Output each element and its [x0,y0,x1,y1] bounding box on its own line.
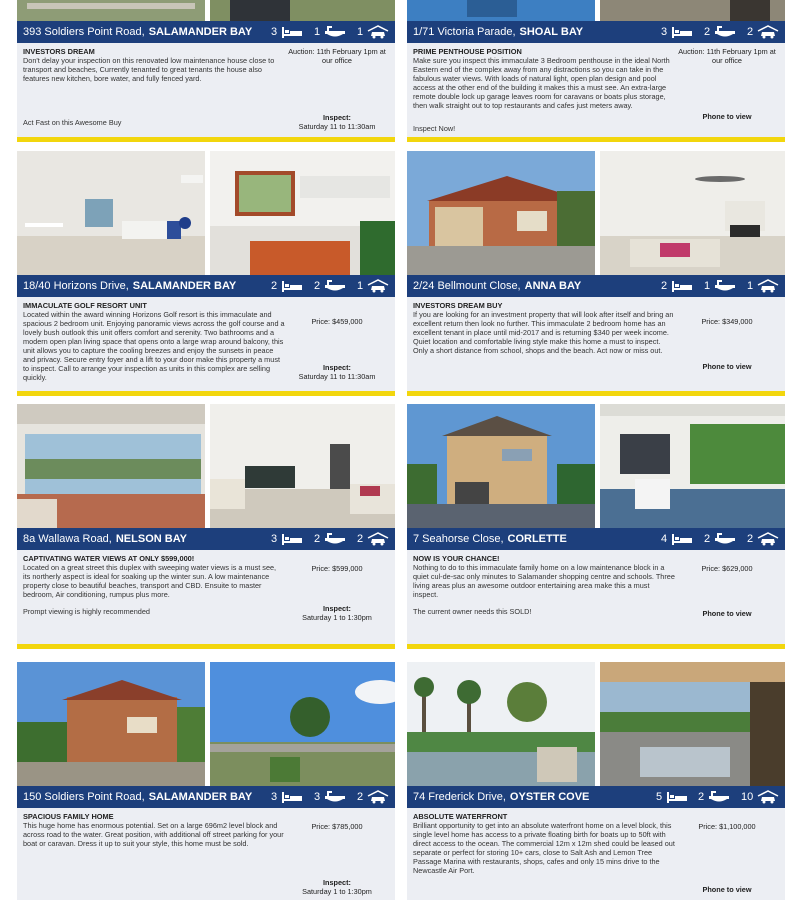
car-count: 1 [357,26,364,38]
bath-icon [714,279,736,293]
listing-title-bar [407,21,785,43]
bath-feature [704,21,736,43]
listing-street: 2/24 Bellmount Close, [413,280,521,292]
listing-suburb: SHOAL BAY [519,26,584,38]
listing-price: Price: $629,000 [701,564,753,573]
listing-photos[interactable] [17,151,395,275]
listing-suburb: ANNA BAY [524,280,582,292]
listing-description: Nothing to do to this immaculate family home on a low maintenance block in a quiet cul-de-sac only minutes to Salamander shopping centre and schools. Three living areas plus an awesome outdoor entertaining area make this a must inspect. [413,563,675,599]
listing-card[interactable] [17,404,395,649]
listing-description-block [23,47,285,83]
yellow-divider [17,391,395,396]
listing-card[interactable] [17,662,395,900]
listing-description-block [413,812,675,875]
listing-photos[interactable] [407,404,785,528]
bath-count: 2 [314,280,321,292]
yellow-divider [407,391,785,396]
bath-count: 1 [704,280,711,292]
car-feature [747,21,779,43]
bed-icon [666,790,688,804]
inspection-block [287,604,387,622]
phone-to-view: Phone to view [702,362,752,371]
bath-feature [698,786,730,808]
living-room-photo [17,151,205,275]
listing-title-bar [407,786,785,808]
bath-feature [314,275,346,297]
listing-photos[interactable] [17,662,395,786]
bed-icon [671,25,693,39]
street-view-photo [210,662,395,786]
listing-suburb: SALAMANDER BAY [148,26,253,38]
car-feature [747,528,779,550]
bath-icon [324,790,346,804]
listing-suburb: SALAMANDER BAY [132,280,237,292]
balcony-photo [600,0,785,21]
listing-body [17,808,395,900]
car-count: 10 [741,791,754,803]
inspect-time: Saturday 11 to 11:30am [298,372,376,381]
bed-count: 2 [661,280,668,292]
inspect-time: Saturday 11 to 11:30am [298,122,376,131]
bath-feature [314,528,346,550]
listing-headline: PRIME PENTHOUSE POSITION [413,47,522,56]
bed-feature [656,786,688,808]
kitchen-photo [210,151,395,275]
bed-feature [661,275,693,297]
car-feature [357,275,389,297]
bed-feature [661,528,693,550]
phone-to-view: Phone to view [702,112,752,121]
listing-body [17,43,395,137]
listing-title-bar [17,786,395,808]
bath-icon [324,25,346,39]
listing-price: Price: $1,100,000 [698,822,756,831]
bed-feature [271,21,303,43]
car-icon [367,790,389,804]
listing-price: Auction: 11th February 1pm at our office [678,47,776,65]
listing-headline: IMMACULATE GOLF RESORT UNIT [23,301,147,310]
listing-note: Prompt viewing is highly recommended [23,607,150,616]
listing-price: Price: $785,000 [311,822,363,831]
bath-count: 2 [704,26,711,38]
bed-feature [271,786,303,808]
listing-card[interactable] [407,662,785,900]
bath-icon [324,532,346,546]
listing-headline: INVESTORS DREAM [23,47,95,56]
listing-description: This huge home has enormous potential. Set on a large 696m2 level block and across road to the water. Great position, with additional off street parking for your boat or caravan. Dress it up to suit your style, this home must be sold. [23,821,284,848]
listing-title-bar [407,528,785,550]
car-icon [757,532,779,546]
listing-street: 7 Seahorse Close, [413,533,504,545]
car-icon [757,279,779,293]
listing-description: Located on a great street this duplex with sweeping water views is a must see, its northerly aspect is ideal for soaking up the winter sun. A low maintenance property close to beautiful beaches, transport and CBD. Ensuite to master bedroom, Air conditioning, rumpus plus more. [23,563,277,599]
car-icon [367,25,389,39]
listing-price: Price: $599,000 [311,564,363,573]
bath-count: 2 [704,533,711,545]
inspection-block [287,113,387,131]
inspect-label: Inspect: [323,878,351,887]
listing-headline: CAPTIVATING WATER VIEWS AT ONLY $599,000! [23,554,195,563]
listing-price: Price: $349,000 [701,317,753,326]
listing-title-bar [17,528,395,550]
listing-note: Act Fast on this Awesome Buy [23,118,122,127]
outdoor-deck-photo [600,662,785,786]
listing-description-block [23,554,285,599]
bath-icon [324,279,346,293]
bath-icon [708,790,730,804]
listing-card[interactable] [407,404,785,649]
bed-count: 3 [271,791,278,803]
listing-street: 150 Soldiers Point Road, [23,791,145,803]
listing-body [17,550,395,644]
bath-feature [704,528,736,550]
water-view-photo [17,404,205,528]
listing-body [407,297,785,391]
listing-headline: INVESTORS DREAM BUY [413,301,503,310]
pool-photo [407,0,595,21]
listing-card[interactable] [407,151,785,396]
bed-count: 3 [661,26,668,38]
waterfront-photo [407,662,595,786]
car-feature [747,275,779,297]
bath-count: 3 [314,791,321,803]
listing-price: Auction: 11th February 1pm at our office [288,47,386,65]
house-exterior-photo [17,0,205,21]
bed-feature [661,21,693,43]
inspect-label: Inspect: [323,113,351,122]
bed-icon [281,279,303,293]
listing-street: 18/40 Horizons Drive, [23,280,129,292]
car-icon [367,279,389,293]
listing-suburb: OYSTER COVE [509,791,590,803]
listing-photos[interactable] [407,0,785,21]
yellow-divider [17,137,395,142]
listing-photos[interactable] [17,0,395,21]
inspect-label: Inspect: [323,604,351,613]
listing-body [407,808,785,900]
yellow-divider [407,644,785,649]
car-icon [757,790,779,804]
listing-body [17,297,395,391]
bed-count: 5 [656,791,663,803]
bath-icon [714,25,736,39]
listing-description: Brilliant opportunity to get into an absolute waterfront home on a level block, this single level home has access to a private floating birth for boats up to 50ft with direct access to the ocean. The commercial 12m x 12m shed could be leased out separate or perfect for storing 10+ cars, close to Salt Ash and Lemon Tree Passage Marina with restaurants, shops, cafes and only 15 mins drive to the Newcastle Air Port. [413,821,675,875]
inspect-time: Saturday 1 to 1:30pm [302,613,372,622]
bath-icon [714,532,736,546]
listing-title-bar [17,21,395,43]
bed-icon [281,25,303,39]
car-count: 1 [357,280,364,292]
open-plan-photo [210,404,395,528]
bed-icon [671,532,693,546]
listing-headline: ABSOLUTE WATERFRONT [413,812,508,821]
listing-description-block [413,301,675,355]
inspection-block [287,878,387,896]
listing-street: 74 Frederick Drive, [413,791,506,803]
family-home-photo [17,662,205,786]
car-feature [357,786,389,808]
car-count: 1 [747,280,754,292]
listing-headline: NOW IS YOUR CHANCE! [413,554,500,563]
bath-feature [314,21,346,43]
bed-count: 4 [661,533,668,545]
lounge-photo [600,151,785,275]
bath-count: 2 [698,791,705,803]
listing-card[interactable] [17,0,395,142]
listing-body [407,550,785,644]
listing-description-block [23,301,285,382]
phone-to-view: Phone to view [702,609,752,618]
listing-street: 393 Soldiers Point Road, [23,26,145,38]
bath-feature [314,786,346,808]
car-count: 2 [357,533,364,545]
car-icon [367,532,389,546]
car-count: 2 [747,533,754,545]
listing-description: Located within the award winning Horizons Golf resort is this immaculate and spacious 2 bedroom unit. Enjoying panoramic views across the golf course and a lovely bush outlook this unit offers comfort and serenity. Two bathrooms and a modern open plan living space that opens onto a large wrap around balcony, this unit allows you to capture the cooling breezes and enjoy the sunsets in peace and privacy. Secure entry foyer and a lift to your door make this property a must to inspect. Call to arrange your inspection as units in this complex are selling quickly. [23,310,285,382]
car-feature [741,786,779,808]
inspect-label: Inspect: [323,363,351,372]
house-front-photo [407,151,595,275]
bath-feature [704,275,736,297]
listing-note: The current owner needs this SOLD! [413,607,532,616]
bed-icon [671,279,693,293]
listing-card[interactable] [17,151,395,396]
listing-photos[interactable] [407,662,785,786]
listing-street: 1/71 Victoria Parade, [413,26,516,38]
car-icon [757,25,779,39]
house-garden-photo [210,0,395,21]
listing-note: Inspect Now! [413,124,456,133]
inspect-time: Saturday 1 to 1:30pm [302,887,372,896]
listing-suburb: SALAMANDER BAY [148,791,253,803]
car-count: 2 [747,26,754,38]
bed-count: 3 [271,533,278,545]
listing-body [407,43,785,137]
bath-count: 2 [314,533,321,545]
listing-description-block [413,554,675,599]
listing-description: If you are looking for an investment property that will look after itself and bring an excellent return then look no further. This immaculate 2 bedroom home has an excellent tenant in place until mid-2017 and is returning $340 per week income. Quiet location and comfortable living style make this home a must to inspect. Only a short distance from school, shops and the beach. Act now or miss out. [413,310,674,355]
bed-count: 2 [271,280,278,292]
car-count: 2 [357,791,364,803]
yellow-divider [407,137,785,142]
yellow-divider [17,644,395,649]
listing-description: Don't delay your inspection on this renovated low maintenance house close to transport and beaches, Currently tenanted to great tenants the house also features new kitchen, bore water, and fully fenced yard. [23,56,275,83]
phone-to-view: Phone to view [702,885,752,894]
car-feature [357,21,389,43]
listing-title-bar [407,275,785,297]
listing-card[interactable] [407,0,785,142]
listing-title-bar [17,275,395,297]
bed-icon [281,790,303,804]
listing-street: 8a Wallawa Road, [23,533,112,545]
bed-icon [281,532,303,546]
listing-headline: SPACIOUS FAMILY HOME [23,812,114,821]
bed-count: 3 [271,26,278,38]
two-storey-house-photo [407,404,595,528]
car-feature [357,528,389,550]
listing-photos[interactable] [407,151,785,275]
listing-suburb: CORLETTE [507,533,567,545]
listing-photos[interactable] [17,404,395,528]
listing-suburb: NELSON BAY [115,533,187,545]
bath-count: 1 [314,26,321,38]
bed-feature [271,528,303,550]
listing-description-block [23,812,285,848]
bed-feature [271,275,303,297]
inspection-block [287,363,387,381]
listing-description-block [413,47,675,110]
patio-photo [600,404,785,528]
listing-description: Make sure you inspect this immaculate 3 Bedroom penthouse in the ideal North Eastern end of the complex away from any distractions so you can take in the fabulous water views. With loads of natural light, open plan design and pool access at the other end of the building it makes this a must see. An extra-large remote double lock up garage leaves room for caravans or boats plus storage, then walk straight out to top restaurants and cafes just meters away. [413,56,670,110]
listing-price: Price: $459,000 [311,317,363,326]
